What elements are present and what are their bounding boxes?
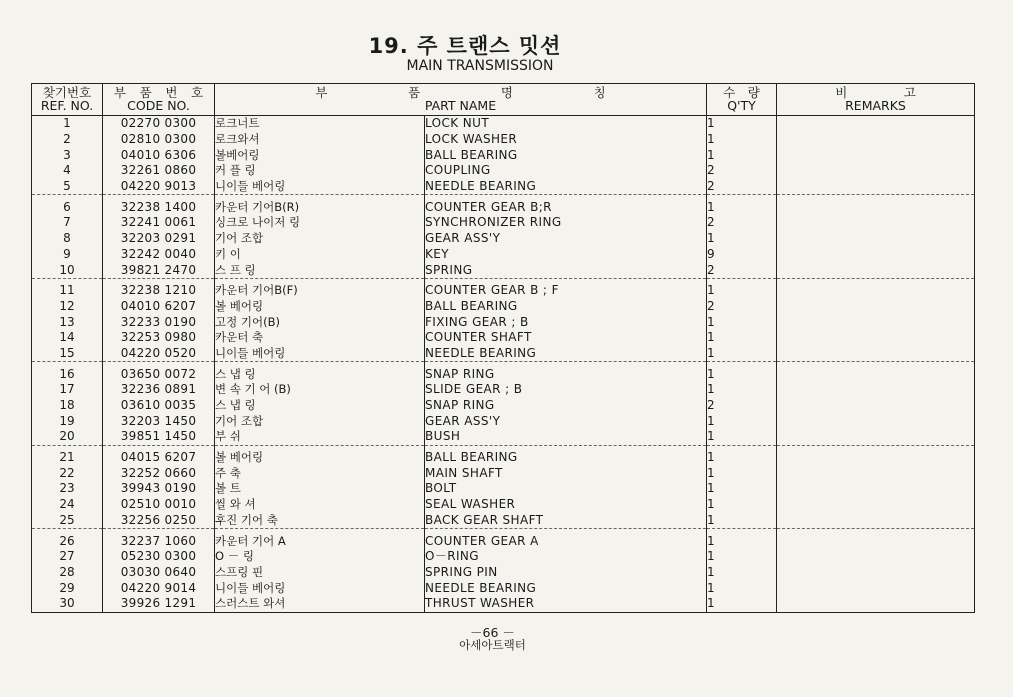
- part-code-no: 02270 0300: [103, 116, 215, 132]
- part-remarks: [777, 580, 975, 596]
- part-ref-no: 1: [63, 116, 71, 131]
- part-name-korean: 씰 와 셔: [215, 497, 425, 513]
- part-ref-no: 2: [63, 132, 71, 147]
- part-quantity: 1: [707, 314, 777, 330]
- part-name-korean: 볼 트: [215, 481, 425, 497]
- part-code-no: 32241 0061: [103, 215, 215, 231]
- part-name-english: BALL BEARING: [425, 445, 707, 465]
- part-code-no: 32253 0980: [103, 330, 215, 346]
- parts-table: [31, 83, 975, 613]
- part-ref-no: 8: [63, 231, 71, 246]
- part-name-korean: 스프링 핀: [215, 565, 425, 581]
- header-code: [103, 84, 215, 116]
- part-remarks: [777, 565, 975, 581]
- part-remarks: [777, 163, 975, 179]
- part-code-no: 04010 6207: [103, 299, 215, 315]
- part-name-korean: 카운터 기어B(R): [215, 195, 425, 215]
- part-ref-no: 26: [59, 533, 75, 548]
- part-code-no: 32203 0291: [103, 231, 215, 247]
- part-quantity: 1: [707, 278, 777, 298]
- header-name: [215, 84, 707, 116]
- page-number: －66 －: [470, 625, 515, 640]
- part-code-no: 03650 0072: [103, 362, 215, 382]
- part-code-no: 39821 2470: [103, 262, 215, 278]
- part-code-no: 04220 0520: [103, 346, 215, 362]
- part-name-korean: 스 냅 링: [215, 398, 425, 414]
- table-row: [32, 132, 975, 148]
- page-subtitle: MAIN TRANSMISSION: [406, 58, 554, 74]
- part-remarks: [777, 231, 975, 247]
- part-quantity: 2: [707, 398, 777, 414]
- part-quantity: 1: [707, 596, 777, 612]
- table-row: [32, 529, 975, 549]
- part-quantity: 1: [707, 529, 777, 549]
- part-name-korean: 키 이: [215, 247, 425, 263]
- part-remarks: [777, 549, 975, 565]
- part-ref-no: 12: [59, 298, 75, 313]
- part-code-no: 04015 6207: [103, 445, 215, 465]
- part-quantity: 1: [707, 549, 777, 565]
- part-quantity: 1: [707, 195, 777, 215]
- table-row: [32, 445, 975, 465]
- table-row: [32, 330, 975, 346]
- table-row: [32, 247, 975, 263]
- table-row: [32, 116, 975, 132]
- table-row: [32, 565, 975, 581]
- part-code-no: 32261 0860: [103, 163, 215, 179]
- part-code-no: 32242 0040: [103, 247, 215, 263]
- part-code-no: 32237 1060: [103, 529, 215, 549]
- part-name-english: COUNTER GEAR B;R: [425, 195, 707, 215]
- part-name-english: SPRING: [425, 262, 707, 278]
- table-row: [32, 549, 975, 565]
- part-name-english: BALL BEARING: [425, 299, 707, 315]
- header-remarks-kr: 비 고: [835, 85, 916, 100]
- part-remarks: [777, 215, 975, 231]
- table-row: [32, 580, 975, 596]
- part-name-english: SYNCHRONIZER RING: [425, 215, 707, 231]
- table-row: [32, 497, 975, 513]
- part-name-korean: 니이들 베어링: [215, 346, 425, 362]
- part-remarks: [777, 445, 975, 465]
- part-quantity: 1: [707, 382, 777, 398]
- part-ref-no: 18: [59, 398, 75, 413]
- header-name-en: PART NAME: [424, 98, 497, 113]
- table-row: [32, 465, 975, 481]
- header-name-kr: 부 품 명 칭: [315, 85, 606, 100]
- part-code-no: 02810 0300: [103, 132, 215, 148]
- part-quantity: 1: [707, 231, 777, 247]
- part-remarks: [777, 398, 975, 414]
- part-quantity: 1: [707, 147, 777, 163]
- part-ref-no: 28: [59, 564, 75, 579]
- parts-table-body: [32, 116, 975, 613]
- part-remarks: [777, 529, 975, 549]
- part-name-korean: 카운터 기어 A: [215, 529, 425, 549]
- part-ref-no: 3: [63, 147, 71, 162]
- part-ref-no: 16: [59, 366, 75, 381]
- part-quantity: 2: [707, 179, 777, 195]
- table-header-row: [32, 84, 975, 116]
- part-name-english: SNAP RING: [425, 362, 707, 382]
- part-name-korean: 스러스트 와셔: [215, 596, 425, 612]
- part-quantity: 1: [707, 497, 777, 513]
- part-code-no: 02510 0010: [103, 497, 215, 513]
- part-remarks: [777, 413, 975, 429]
- part-remarks: [777, 465, 975, 481]
- part-name-korean: 고정 기어(B): [215, 314, 425, 330]
- table-row: [32, 481, 975, 497]
- part-code-no: 03030 0640: [103, 565, 215, 581]
- part-ref-no: 14: [59, 330, 75, 345]
- header-ref: [32, 84, 103, 116]
- part-remarks: [777, 596, 975, 612]
- part-ref-no: 19: [59, 413, 75, 428]
- header-remarks-en: REMARKS: [845, 98, 906, 113]
- part-name-english: COUNTER GEAR A: [425, 529, 707, 549]
- part-name-korean: 주 축: [215, 465, 425, 481]
- part-remarks: [777, 382, 975, 398]
- part-quantity: 2: [707, 299, 777, 315]
- table-row: [32, 362, 975, 382]
- part-code-no: 32203 1450: [103, 413, 215, 429]
- part-name-korean: 니이들 베어링: [215, 580, 425, 596]
- part-quantity: 1: [707, 445, 777, 465]
- part-remarks: [777, 513, 975, 529]
- header-qty: [707, 84, 777, 116]
- part-name-korean: 볼 베어링: [215, 299, 425, 315]
- part-quantity: 1: [707, 580, 777, 596]
- part-remarks: [777, 314, 975, 330]
- part-name-english: THRUST WASHER: [425, 596, 707, 612]
- part-code-no: 04220 9014: [103, 580, 215, 596]
- part-quantity: 1: [707, 429, 777, 445]
- header-qty-en: Q'TY: [727, 98, 756, 113]
- part-name-korean: 니이들 베어링: [215, 179, 425, 195]
- part-remarks: [777, 278, 975, 298]
- part-quantity: 1: [707, 413, 777, 429]
- part-quantity: 1: [707, 346, 777, 362]
- part-remarks: [777, 481, 975, 497]
- part-quantity: 1: [707, 513, 777, 529]
- part-ref-no: 10: [32, 262, 103, 278]
- table-row: [32, 398, 975, 414]
- table-row: [32, 278, 975, 298]
- header-code-kr: 부 품 번 호: [113, 85, 204, 100]
- table-row: [32, 346, 975, 362]
- part-code-no: 32238 1210: [103, 278, 215, 298]
- table-row: [32, 413, 975, 429]
- part-quantity: 1: [707, 132, 777, 148]
- part-remarks: [777, 147, 975, 163]
- part-remarks: [777, 362, 975, 382]
- part-ref-no: 24: [59, 497, 75, 512]
- table-row: [32, 215, 975, 231]
- table-row: [32, 513, 975, 529]
- part-code-no: 32256 0250: [103, 513, 215, 529]
- part-quantity: 9: [707, 247, 777, 263]
- part-name-english: SNAP RING: [425, 398, 707, 414]
- table-row: [32, 262, 975, 278]
- table-row: [32, 314, 975, 330]
- part-ref-no: 22: [59, 465, 75, 480]
- part-remarks: [777, 195, 975, 215]
- table-row: [32, 429, 975, 445]
- table-row: [32, 299, 975, 315]
- part-code-no: 39926 1291: [103, 596, 215, 612]
- part-name-english: GEAR ASS'Y: [425, 413, 707, 429]
- part-name-english: COUPLING: [425, 163, 707, 179]
- publisher-name: 아세아트랙터: [459, 638, 526, 652]
- part-remarks: [777, 132, 975, 148]
- part-code-no: 32238 1400: [103, 195, 215, 215]
- part-ref-no: 25: [32, 513, 103, 529]
- part-name-english: BOLT: [425, 481, 707, 497]
- part-remarks: [777, 247, 975, 263]
- part-ref-no: 5: [32, 179, 103, 195]
- part-quantity: 2: [707, 215, 777, 231]
- part-ref-no: 23: [59, 481, 75, 496]
- part-remarks: [777, 262, 975, 278]
- part-quantity: 1: [707, 481, 777, 497]
- header-code-en: CODE NO.: [127, 98, 190, 113]
- part-name-english: SPRING PIN: [425, 565, 707, 581]
- part-name-english: BACK GEAR SHAFT: [425, 513, 707, 529]
- part-ref-no: 17: [59, 382, 75, 397]
- part-name-english: O－RING: [425, 549, 707, 565]
- part-ref-no: 11: [59, 283, 75, 298]
- part-code-no: 32236 0891: [103, 382, 215, 398]
- part-name-english: NEEDLE BEARING: [425, 346, 707, 362]
- part-name-korean: 카운터 기어B(F): [215, 278, 425, 298]
- table-row: [32, 147, 975, 163]
- part-name-english: COUNTER GEAR B ; F: [425, 278, 707, 298]
- table-row: [32, 179, 975, 195]
- part-name-english: FIXING GEAR ; B: [425, 314, 707, 330]
- part-remarks: [777, 429, 975, 445]
- part-quantity: 2: [707, 262, 777, 278]
- part-code-no: 05230 0300: [103, 549, 215, 565]
- part-name-korean: 부 쉬: [215, 429, 425, 445]
- part-name-english: SLIDE GEAR ; B: [425, 382, 707, 398]
- part-quantity: 1: [707, 330, 777, 346]
- part-ref-no: 7: [63, 215, 71, 230]
- part-code-no: 39851 1450: [103, 429, 215, 445]
- header-remarks: [777, 84, 975, 116]
- part-quantity: 1: [707, 565, 777, 581]
- part-name-korean: 후진 기어 축: [215, 513, 425, 529]
- part-quantity: 1: [707, 116, 777, 132]
- part-ref-no: 6: [63, 199, 71, 214]
- part-name-english: KEY: [425, 247, 707, 263]
- part-remarks: [777, 497, 975, 513]
- part-name-english: LOCK NUT: [425, 116, 707, 132]
- part-quantity: 1: [707, 465, 777, 481]
- table-row: [32, 596, 975, 612]
- part-remarks: [777, 116, 975, 132]
- part-name-english: NEEDLE BEARING: [425, 580, 707, 596]
- part-ref-no: 30: [59, 596, 75, 611]
- part-ref-no: 20: [32, 429, 103, 445]
- part-name-korean: 스 프 링: [215, 262, 425, 278]
- header-qty-kr: 수 량: [723, 85, 760, 100]
- part-name-korean: O － 링: [215, 549, 425, 565]
- part-name-korean: 스 냅 링: [215, 362, 425, 382]
- table-row: [32, 163, 975, 179]
- part-remarks: [777, 330, 975, 346]
- part-code-no: 04010 6306: [103, 147, 215, 163]
- part-name-english: GEAR ASS'Y: [425, 231, 707, 247]
- part-name-english: NEEDLE BEARING: [425, 179, 707, 195]
- part-quantity: 2: [707, 163, 777, 179]
- part-ref-no: 21: [59, 450, 75, 465]
- part-code-no: 32233 0190: [103, 314, 215, 330]
- part-quantity: 1: [707, 362, 777, 382]
- part-name-english: COUNTER SHAFT: [425, 330, 707, 346]
- table-row: [32, 382, 975, 398]
- part-name-korean: 볼 베어링: [215, 445, 425, 465]
- part-name-korean: 로크와셔: [215, 132, 425, 148]
- part-remarks: [777, 299, 975, 315]
- table-row: [32, 195, 975, 215]
- part-name-korean: 변 속 기 어 (B): [215, 382, 425, 398]
- part-name-english: MAIN SHAFT: [425, 465, 707, 481]
- part-name-english: BUSH: [425, 429, 707, 445]
- part-name-korean: 기어 조합: [215, 413, 425, 429]
- part-ref-no: 13: [59, 314, 75, 329]
- part-name-korean: 카운터 축: [215, 330, 425, 346]
- part-ref-no: 27: [59, 549, 75, 564]
- header-ref-en: REF. NO.: [40, 98, 94, 113]
- part-ref-no: 4: [63, 163, 71, 178]
- part-name-korean: 커 플 링: [215, 163, 425, 179]
- part-code-no: 03610 0035: [103, 398, 215, 414]
- part-code-no: 39943 0190: [103, 481, 215, 497]
- page-title: 19. 주 트랜스 밋션: [368, 34, 562, 58]
- part-name-korean: 기어 조합: [215, 231, 425, 247]
- part-name-korean: 싱크로 나이저 링: [215, 215, 425, 231]
- part-ref-no: 9: [63, 246, 71, 261]
- part-name-korean: 볼베어링: [215, 147, 425, 163]
- part-code-no: 04220 9013: [103, 179, 215, 195]
- part-ref-no: 15: [32, 346, 103, 362]
- part-code-no: 32252 0660: [103, 465, 215, 481]
- part-ref-no: 29: [59, 580, 75, 595]
- part-name-english: BALL BEARING: [425, 147, 707, 163]
- part-remarks: [777, 346, 975, 362]
- part-name-korean: 로크너트: [215, 116, 425, 132]
- part-remarks: [777, 179, 975, 195]
- part-name-english: LOCK WASHER: [425, 132, 707, 148]
- part-name-english: SEAL WASHER: [425, 497, 707, 513]
- header-ref-kr: 찾기번호: [42, 85, 92, 100]
- table-row: [32, 231, 975, 247]
